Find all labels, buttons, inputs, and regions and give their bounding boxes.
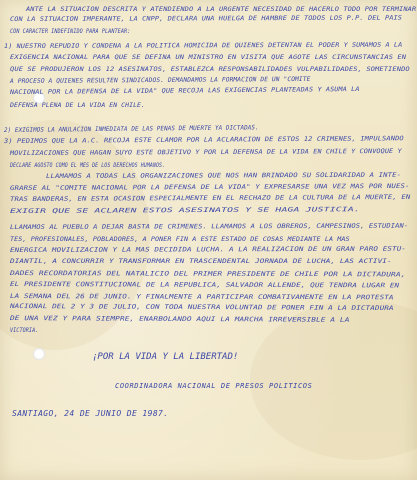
- letter-line: EXIGENCIA NACIONAL PARA QUE SE DEFINA UN MINISTRO EN VISITA QUE AGOTE LAS CIRCUNSTANCIAS EN: [10, 54, 407, 61]
- letter-line: 3) PEDIMOS QUE LA A.C. RECOJA ESTE CLAMOR POR LA ACLARACION DE ESTOS 12 CRIMENES, IMPULSANDO: [3, 135, 404, 145]
- letter-line: TRAS BANDERAS, EN ESTA OCASION ESPECIALMENTE EN EL RECHAZO DE LA CULTURA DE LA MUERTE, EN: [9, 193, 411, 203]
- letter-line: NACIONAL DEL 2 Y 3 DE JULIO, CON TODA NUESTRA VOLUNTAD DE PONER FIN A LA DICTADURA: [9, 303, 394, 313]
- letter-line: CON LA SITUACION IMPERANTE, LA CNPP, DECLARA UNA HUELGA DE HAMBRE DE TODOS LOS P.P. DEL PAIS: [9, 14, 403, 23]
- letter-line: DEFENSA PLENA DE LA VIDA EN CHILE.: [10, 102, 146, 109]
- letter-line: TES, PROFESIONALES, POBLADORES, A PONER FIN A ESTE ESTADO DE COSAS MEDIANTE LA MAS: [10, 236, 350, 243]
- paper-stain: [250, 300, 417, 460]
- letter-line: DADES RECORDATORIAS DEL NATALICIO DEL PRIMER PRESIDENTE DE CHILE POR LA DICTADURA,: [9, 270, 406, 279]
- letter-line: VICTORIA.: [10, 327, 39, 334]
- letter-line: CON CARACTER INDEFINIDO PARA PLANTEAR:: [10, 28, 131, 35]
- letter-line: 1) NUESTRO REPUDIO Y CONDENA A LA POLITICA HOMICIDA DE QUIENES DETENTAN EL PODER Y SUMAMOS A LA: [3, 41, 403, 50]
- letter-line: DIANTIL, A CONCURRIR Y TRANSFORMAR EN TRASCENDENTAL JORNADA DE LUCHA, LAS ACTIVI-: [10, 258, 392, 265]
- letter-line: EXIGIR QUE SE ACLAREN ESTOS ASESINATOS Y SE HAGA JUSTICIA.: [9, 206, 360, 215]
- letter-line: ANTE LA SITUACION DESCRITA Y ATENDIENDO A LA URGENTE NECESIDAD DE HACERLO TODO POR TERMINAR: [26, 6, 417, 13]
- letter-line: ENERGICA MOVILIZACION Y LA MAS DECIDIDA LUCHA. A LA REALIZACION DE UN GRAN PARO ESTU-: [9, 245, 407, 254]
- letter-line: LLAMAMOS AL PUEBLO A DEJAR BASTA DE CRIMENES. LLAMAMOS A LOS OBREROS, CAMPESINOS, ESTUDIAN-: [9, 222, 409, 231]
- letter-line: MOVILIZACIONES QUE HAGAN SUYO ESTE OBJETIVO Y POR LA DEFENSA DE LA VIDA EN CHILE Y CONVOQUE Y: [9, 147, 402, 157]
- letter-line: DE UNA VEZ Y PARA SIEMPRE, ENARBOLANDO AQUI LA MARCHA IRREVERSIBLE A LA: [9, 315, 350, 324]
- letter-line: A PROCESO A QUIENES RESULTEN SINDICADOS. DEMANDAMOS LA FORMACION DE UN "COMITE: [9, 75, 311, 85]
- place-date: SANTIAGO, 24 DE JUNIO DE 1987.: [12, 409, 169, 418]
- signature: COORDINADORA NACIONAL DE PRESOS POLITICOS: [115, 382, 313, 390]
- punch-hole: [33, 348, 45, 360]
- letter-line: LLAMAMOS A TODAS LAS ORGANIZACIONES QUE NOS HAN BRINDADO SU SOLIDARIDAD A INTE-: [45, 171, 402, 180]
- letter-line: GRARSE AL "COMITE NACIONAL POR LA DEFENSA DE LA VIDA" Y EXPRESARSE UNA VEZ MAS POR NUES-: [9, 182, 410, 192]
- letter-line: DECLARE AGOSTO COMO EL MES DE LOS DERECHOS HUMANOS.: [10, 162, 166, 169]
- letter-line: NACIONAL POR LA DEFENSA DE LA VIDA" QUE RECOJA LAS EXIGENCIAS PLANTEADAS Y ASUMA LA: [9, 85, 360, 96]
- slogan: ¡POR LA VIDA Y LA LIBERTAD!: [92, 352, 239, 362]
- letter-line: QUE SE PRODUJERON LOS 12 ASESINATOS, ESTABLEZCA RESPONSABILIDADES VULPABILIDADES, SOMETIENDO: [10, 66, 410, 73]
- letter-line: EL PRESIDENTE CONSTITUCIONAL DE LA REPUBLICA, SALVADOR ALLENDE, QUE TENDRA LUGAR EN: [9, 281, 400, 290]
- letter-line: LA SEMANA DEL 26 DE JUNIO. Y FINALMENTE A PARTICIPAR COMBATIVAMENTE EN LA PROTESTA: [9, 293, 394, 302]
- letter-line: 2) EXIGIMOS LA ANULACION INMEDIATA DE LAS PENAS DE MUERTE YA DICTADAS.: [3, 124, 259, 134]
